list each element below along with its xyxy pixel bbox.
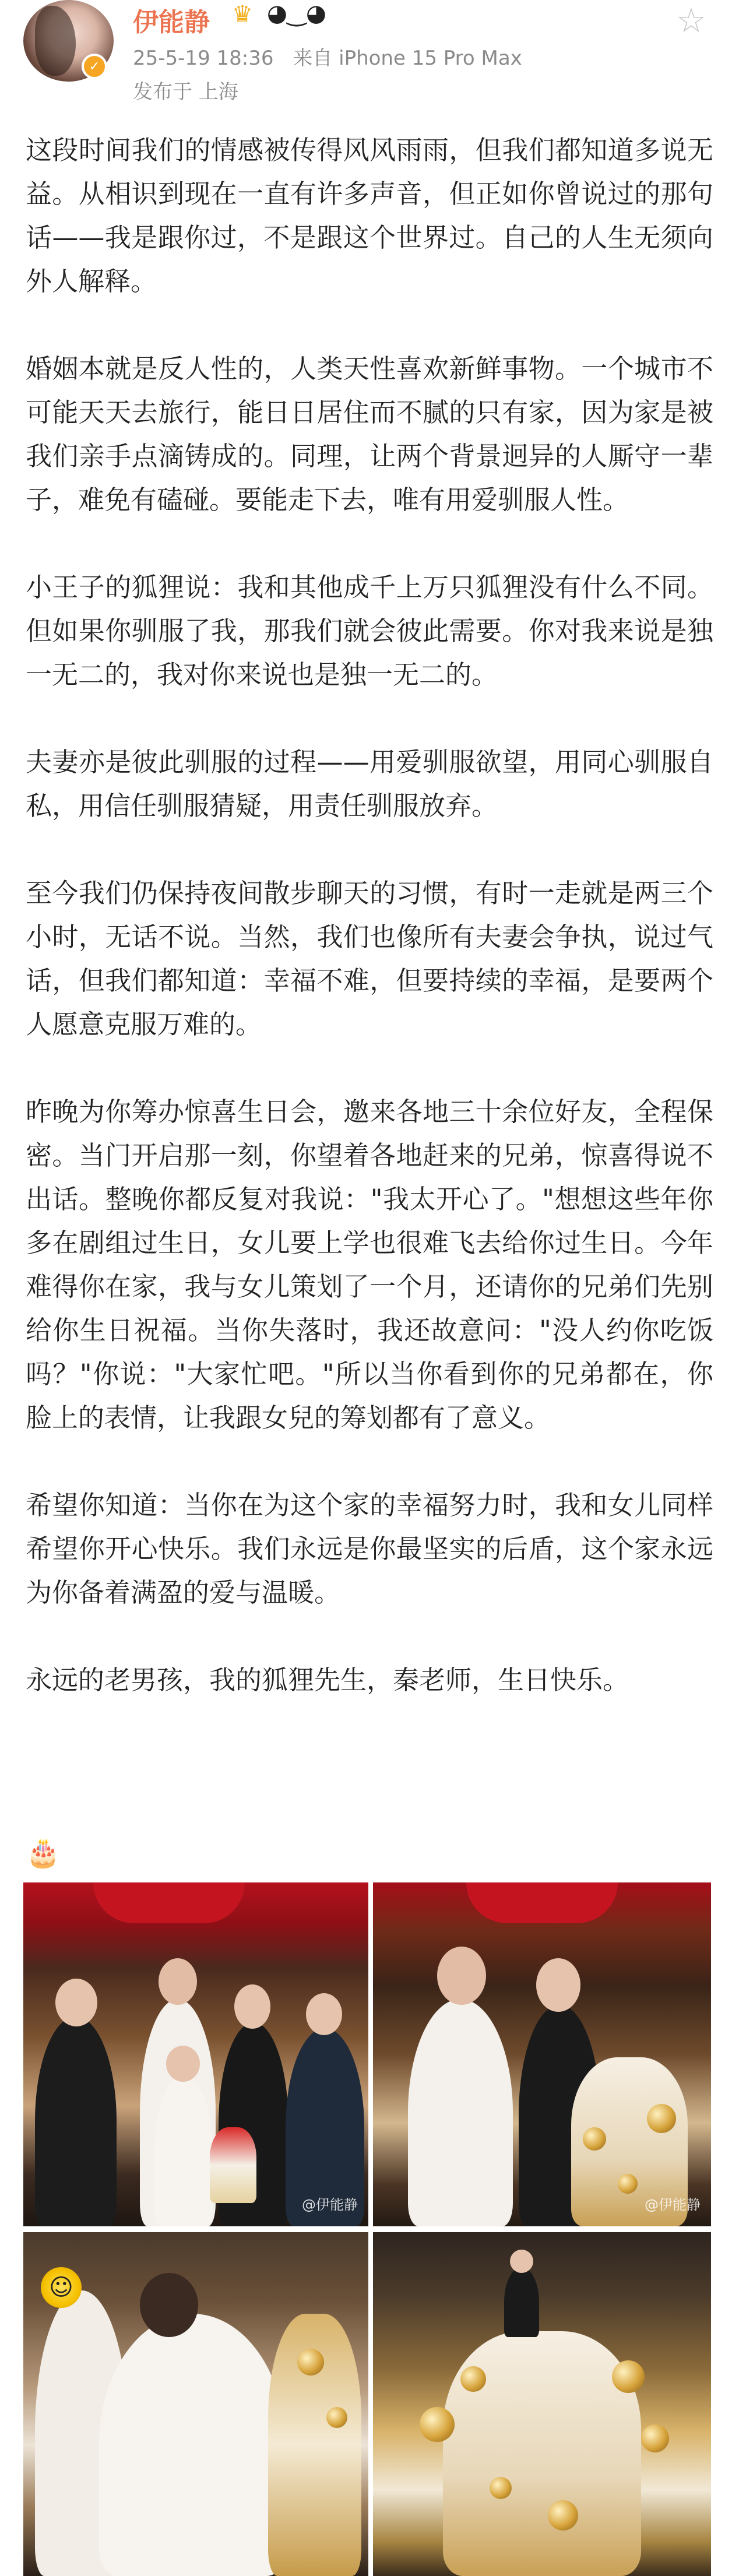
username[interactable]: 伊能静 (133, 8, 210, 37)
post-date: 25-5-19 18:36 (133, 47, 274, 70)
paragraph: 这段时间我们的情感被传得风风雨雨，但我们都知道多说无益。从相识到现在一直有许多声音，但正如你曾说过的那句话——我是跟你过，不是跟这个世界过。自己的人生无须向外人解释。 (26, 135, 713, 297)
paragraph: 永远的老男孩，我的狐狸先生，秦老师，生日快乐。 (26, 1664, 629, 1695)
paragraph: 夫妻亦是彼此驯服的过程——用爱驯服欲望，用同心驯服自私，用信任驯服猜疑，用责任驯服放弃。 (26, 747, 713, 821)
paragraph: 至今我们仍保持夜间散步聊天的习惯，有时一走就是两三个小时，无话不说。当然，我们也像所有夫妻会争执，说过气话，但我们都知道：幸福不难，但要持续的幸福，是要两个人愿意克服万难的。 (26, 878, 713, 1040)
favorite-star-icon[interactable]: ☆ (676, 1, 706, 40)
face-cover-emoji-icon: ☺ (41, 2267, 82, 2308)
cake-emoji-icon: 🎂 (26, 1836, 61, 1869)
post-location: 发布于 上海 (133, 80, 238, 104)
crown-icon[interactable]: ♛ (232, 1, 253, 28)
post-header (0, 0, 732, 111)
photo-watermark: @伊能静 (302, 2197, 358, 2213)
post-source: 来自 iPhone 15 Pro Max (293, 47, 522, 70)
paragraph: 婚姻本就是反人性的，人类天性喜欢新鲜事物。一个城市不可能天天去旅行，能日日居住而不腻的只有家，因为家是被我们亲手点滴铸成的。同理，让两个背景迥异的人厮守一辈子，难免有磕碰。要能走下去，唯有用爱驯服人性。 (26, 353, 713, 515)
photo-couple-cake[interactable] (373, 1882, 711, 2226)
photo-daughter-hug[interactable] (23, 2232, 368, 2576)
photo-birthday-cake[interactable] (373, 2232, 711, 2576)
paragraph: 昨晚为你筹办惊喜生日会，邀来各地三十余位好友，全程保密。当门开启那一刻，你望着各地赶来的兄弟，惊喜得说不出话。整晚你都反复对我说："我太开心了。"想想这些年你多在剧组过生日，女儿要上学也很难飞去给你过生日。今年难得你在家，我与女儿策划了一个月，还请你的兄弟们先别给你生日祝福。当你失落时，我还故意问："没人约你吃饭吗？"你说："大家忙吧。"所以当你看到你的兄弟都在，你脸上的表情，让我跟女兒的筹划都有了意义。 (26, 1096, 713, 1433)
post-body (26, 128, 713, 1746)
verified-badge-icon: ✓ (82, 54, 107, 79)
paragraph: 希望你知道：当你在为这个家的幸福努力时，我和女儿同样希望你开心快乐。我们永远是你最坚实的后盾，这个家永远为你备着满盈的爱与温暖。 (26, 1490, 713, 1608)
photo-watermark: @伊能静 (645, 2197, 701, 2213)
panda-icon[interactable]: ◕‿◕ (267, 0, 326, 27)
paragraph: 小王子的狐狸说：我和其他成千上万只狐狸没有什么不同。但如果你驯服了我，那我们就会彼此需要。你对我来说是独一无二的，我对你来说也是独一无二的。 (26, 572, 713, 690)
post-meta (133, 42, 535, 71)
photo-group-birthday[interactable] (23, 1882, 368, 2226)
